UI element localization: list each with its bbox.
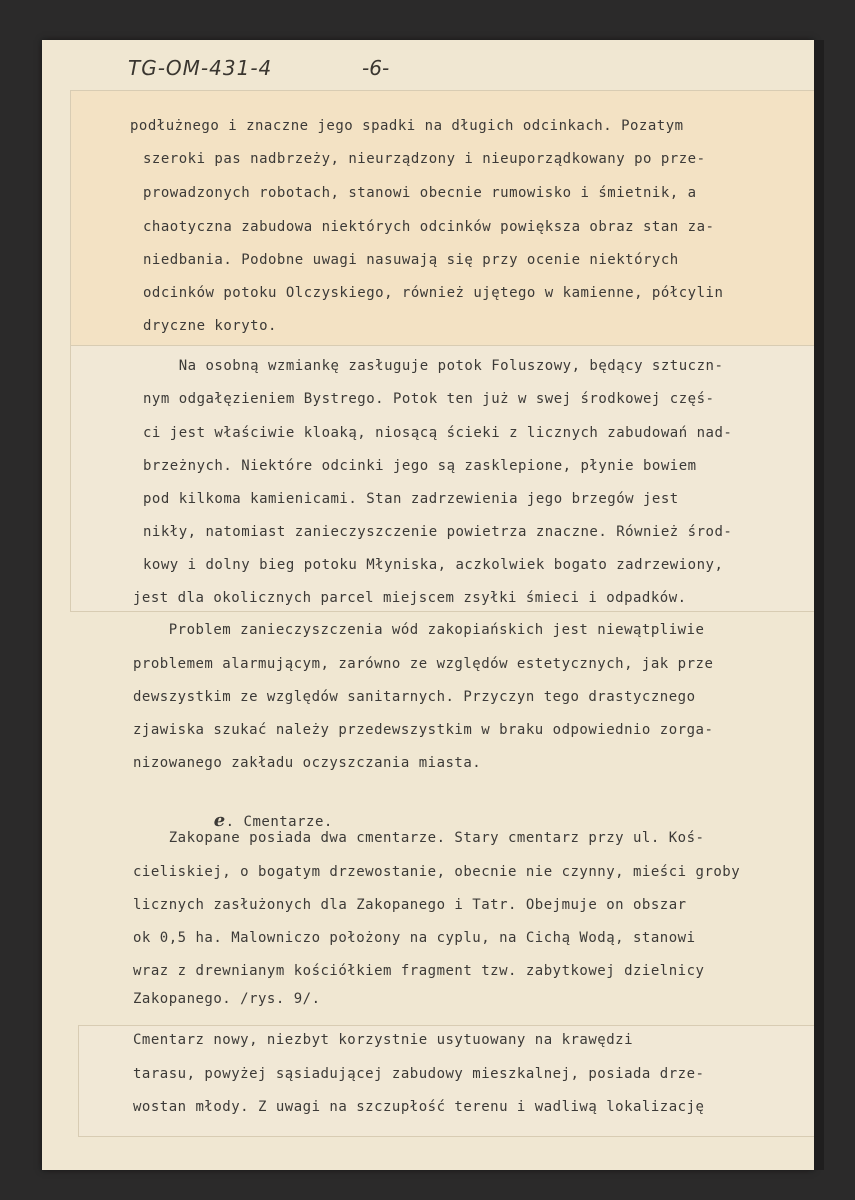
text-line: brzeżnych. Niektóre odcinki jego są zasklepione, płynie bowiem (143, 458, 697, 474)
text-line: niedbania. Podobne uwagi nasuwają się przy ocenie niektórych (143, 252, 679, 268)
page-edge-shadow (814, 40, 824, 1170)
text-line: cieliskiej, o bogatym drzewostanie, obecnie nie czynny, mieści groby (133, 864, 741, 880)
text-line: problemem alarmującym, zarówno ze względów estetycznych, jak prze (133, 656, 714, 672)
text-line: Zakopanego. /rys. 9/. (133, 991, 321, 1007)
text-line: wostan młody. Z uwagi na szczupłość terenu i wadliwą lokalizację (133, 1099, 705, 1115)
section-title: . Cmentarze. (225, 814, 333, 830)
section-letter: e (213, 810, 226, 831)
text-line: podłużnego i znaczne jego spadki na długich odcinkach. Pozatym (130, 118, 684, 134)
text-line: ci jest właściwie kloaką, niosącą ścieki z licznych zabudowań nad- (143, 425, 733, 441)
text-line: nym odgałęzieniem Bystrego. Potok ten już w swej środkowej częś- (143, 391, 715, 407)
text-line: dewszystkim ze względów sanitarnych. Przyczyn tego drastycznego (133, 689, 696, 705)
text-line: Zakopane posiada dwa cmentarze. Stary cmentarz przy ul. Koś- (133, 830, 705, 846)
text-line: tarasu, powyżej sąsiadującej zabudowy mieszkalnej, posiada drze- (133, 1066, 705, 1082)
text-line: Cmentarz nowy, niezbyt korzystnie usytuowany na krawędzi (133, 1032, 634, 1048)
text-line: licznych zasłużonych dla Zakopanego i Tatr. Obejmuje on obszar (133, 897, 687, 913)
text-line: Problem zanieczyszczenia wód zakopiańskich jest niewątpliwie (133, 622, 705, 638)
document-code: TG-OM-431-4 (128, 56, 273, 80)
text-line: szeroki pas nadbrzeży, nieurządzony i nieuporządkowany po prze- (143, 151, 706, 167)
text-line: wraz z drewnianym kościółkiem fragment tzw. zabytkowej dzielnicy (133, 963, 705, 979)
text-line: dryczne koryto. (143, 318, 277, 334)
text-line: chaotyczna zabudowa niektórych odcinków powiększa obraz stan za- (143, 219, 715, 235)
text-line: nizowanego zakładu oczyszczania miasta. (133, 755, 482, 771)
text-line: Na osobną wzmiankę zasługuje potok Foluszowy, będący sztuczn- (143, 358, 724, 374)
text-line: zjawiska szukać należy przedewszystkim w braku odpowiednio zorga- (133, 722, 714, 738)
text-line: pod kilkoma kamienicami. Stan zadrzewienia jego brzegów jest (143, 491, 679, 507)
text-line: prowadzonych robotach, stanowi obecnie rumowisko i śmietnik, a (143, 185, 697, 201)
page-number: -6- (362, 56, 390, 80)
text-line: odcinków potoku Olczyskiego, również ujętego w kamienne, półcylin (143, 285, 724, 301)
text-line: nikły, natomiast zanieczyszczenie powietrza znaczne. Również środ- (143, 524, 733, 540)
text-line: ok 0,5 ha. Malowniczo położony na cyplu, na Cichą Wodą, stanowi (133, 930, 696, 946)
text-line: jest dla okolicznych parcel miejscem zsyłki śmieci i odpadków. (133, 590, 687, 606)
text-line: kowy i dolny bieg potoku Młyniska, aczkolwiek bogato zadrzewiony, (143, 557, 724, 573)
